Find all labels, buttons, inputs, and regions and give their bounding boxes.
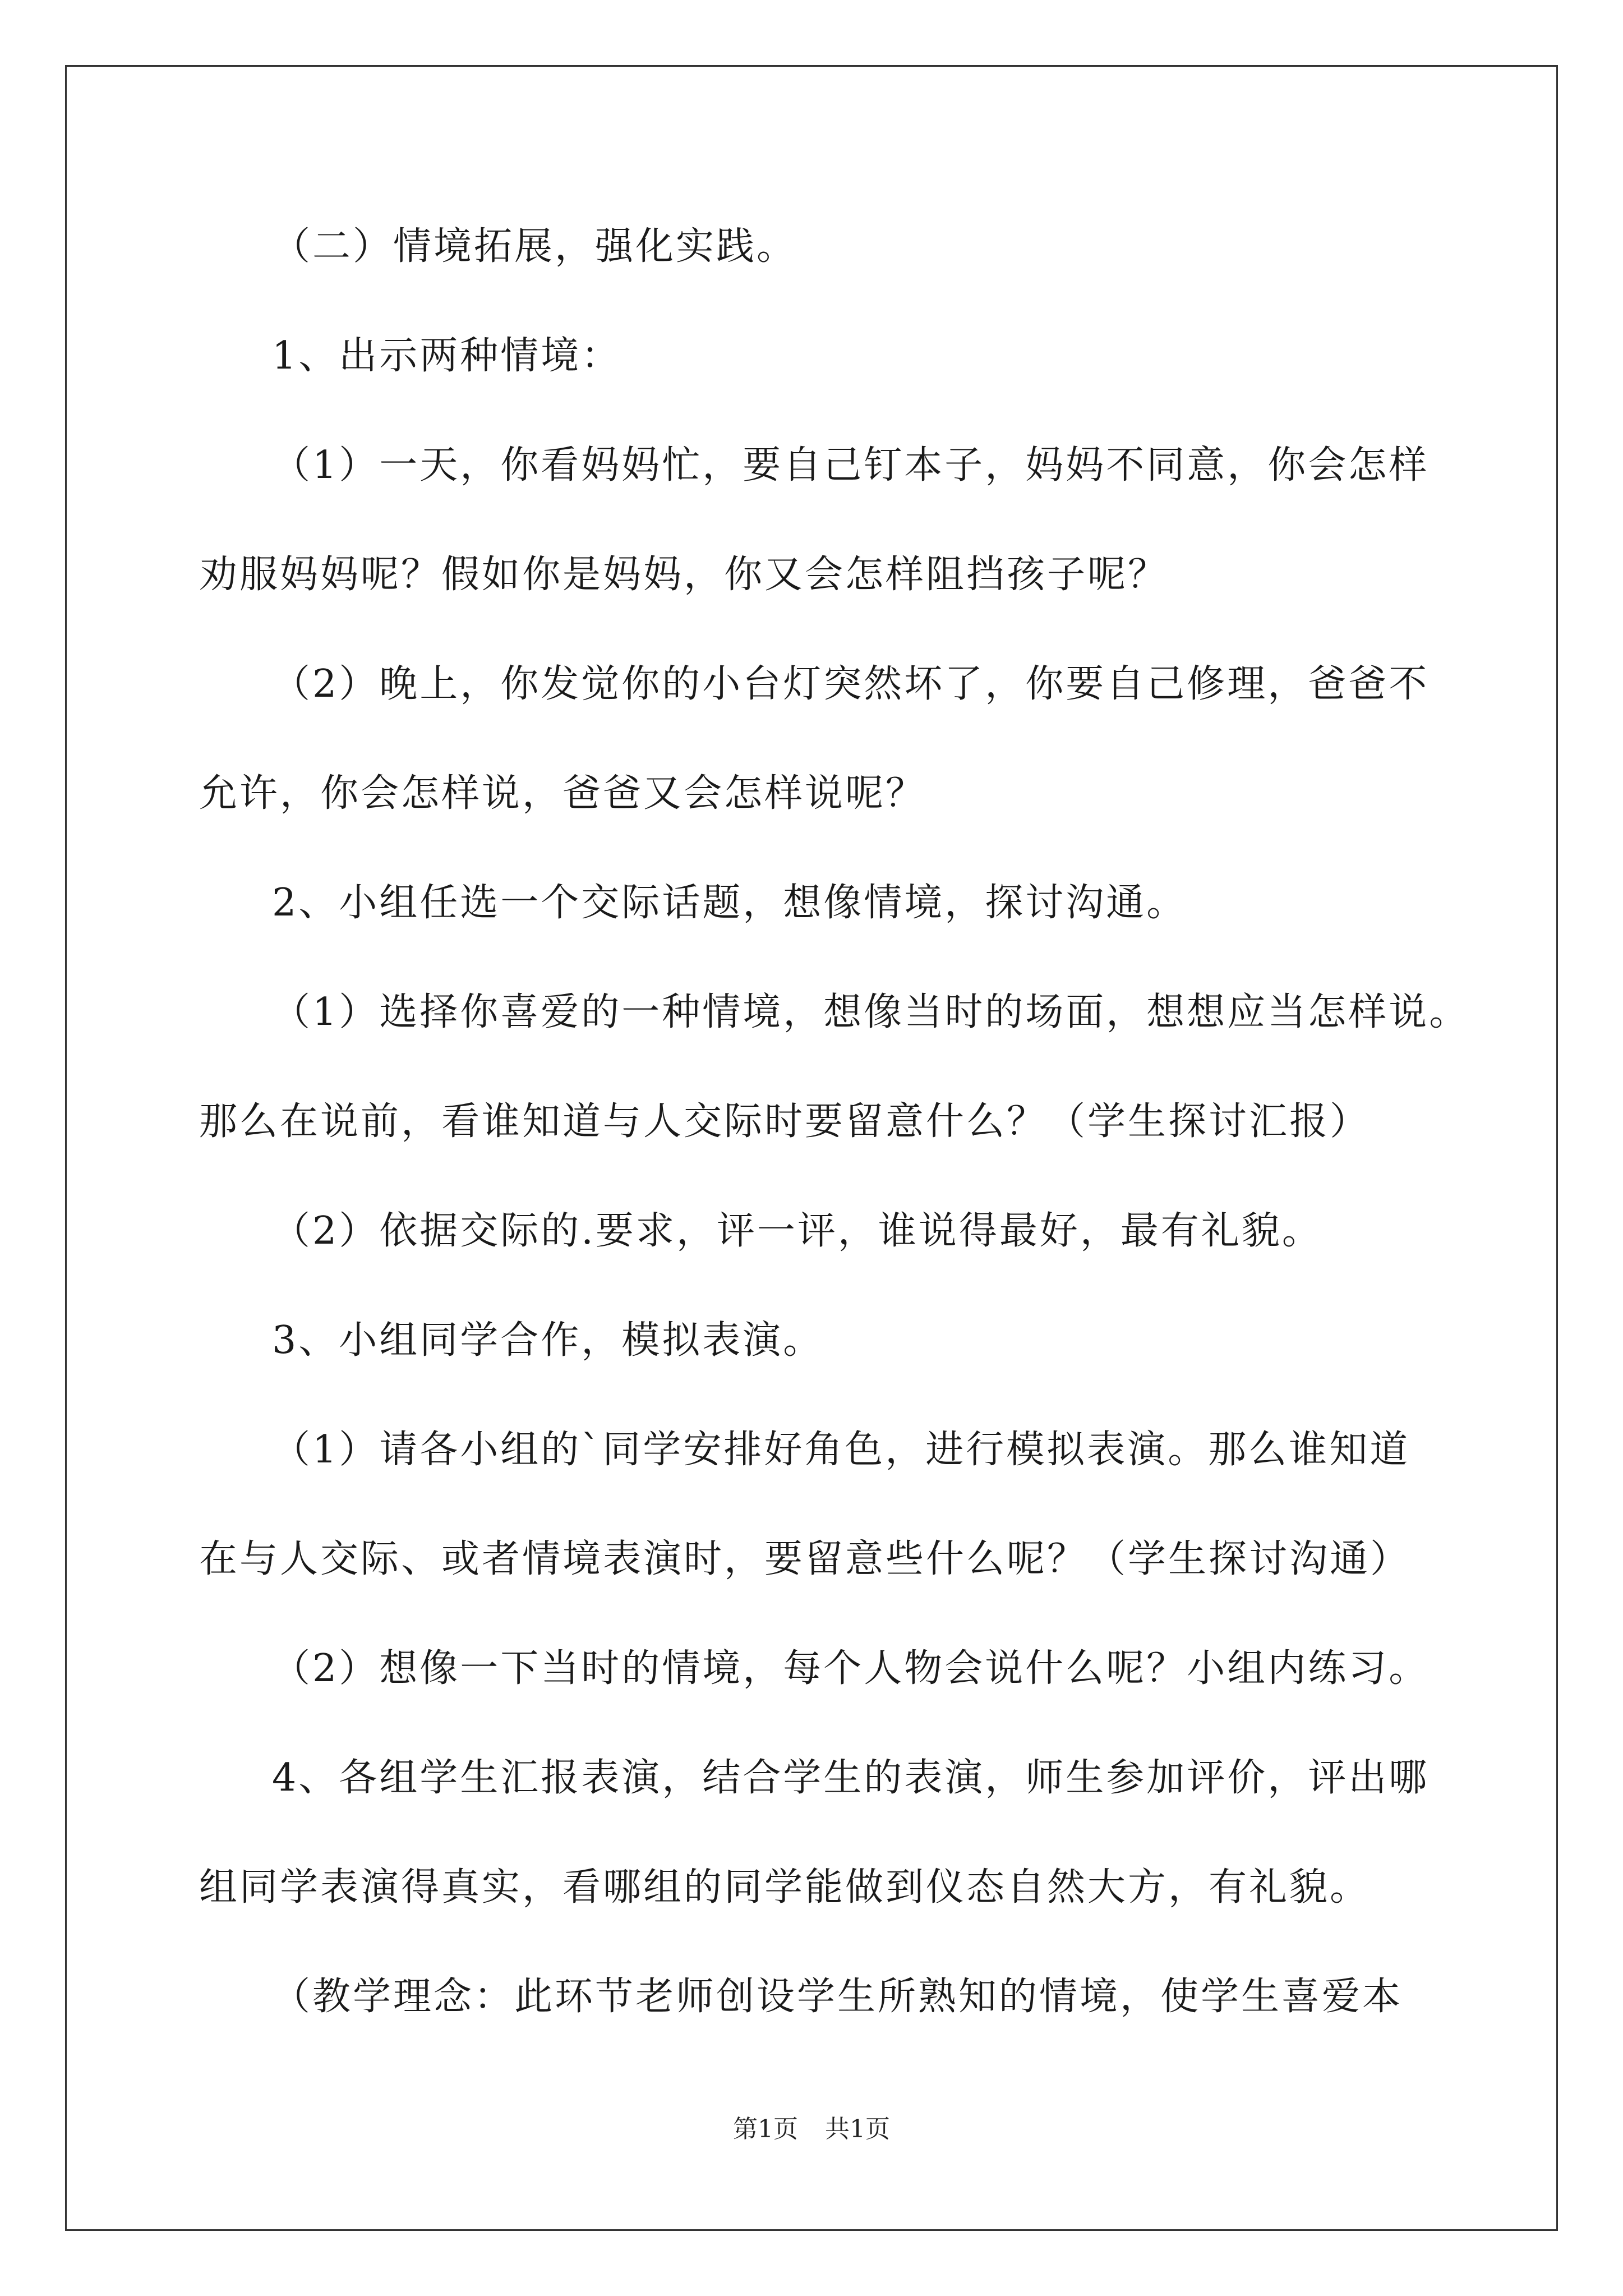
text-line: （1）请各小组的`同学安排好角色，进行模拟表演。那么谁知道 [272, 1428, 1410, 1472]
text-line: （1）选择你喜爱的一种情境，想像当时的场面，想想应当怎样说。 [272, 990, 1470, 1034]
text-line: 组同学表演得真实，看哪组的同学能做到仪态自然大方，有礼貌。 [199, 1865, 1371, 1910]
text-line: （2）依据交际的.要求，评一评，谁说得最好，最有礼貌。 [272, 1209, 1322, 1253]
text-line: 1、出示两种情境： [272, 334, 622, 378]
text-line: 劝服妈妈呢？假如你是妈妈，你又会怎样阻挡孩子呢？ [199, 553, 1169, 597]
text-line: 2、小组任选一个交际话题，想像情境，探讨沟通。 [272, 881, 1187, 925]
text-line: 允许，你会怎样说，爸爸又会怎样说呢？ [199, 771, 926, 816]
text-line: （教学理念：此环节老师创设学生所熟知的情境，使学生喜爱本 [272, 1975, 1403, 2019]
page-number-total: 共1页 [825, 2115, 890, 2143]
text-line: 那么在说前，看谁知道与人交际时要留意什么？（学生探讨汇报） [199, 1099, 1371, 1144]
page-number-current: 第1页 [733, 2115, 798, 2143]
text-line: （二）情境拓展，强化实践。 [272, 224, 797, 269]
text-line: （2）想像一下当时的情境，每个人物会说什么呢？小组内练习。 [272, 1646, 1430, 1691]
text-line: （1）一天，你看妈妈忙，要自己钉本子，妈妈不同意，你会怎样 [272, 443, 1430, 487]
text-line: 3、小组同学合作，模拟表演。 [272, 1318, 824, 1363]
text-line: （2）晚上，你发觉你的小台灯突然坏了，你要自己修理，爸爸不 [272, 662, 1430, 706]
page-footer [0, 2115, 1623, 2144]
text-line: 4、各组学生汇报表演，结合学生的表演，师生参加评价，评出哪 [272, 1756, 1430, 1800]
text-line: 在与人交际、或者情境表演时，要留意些什么呢？（学生探讨沟通） [199, 1537, 1411, 1581]
